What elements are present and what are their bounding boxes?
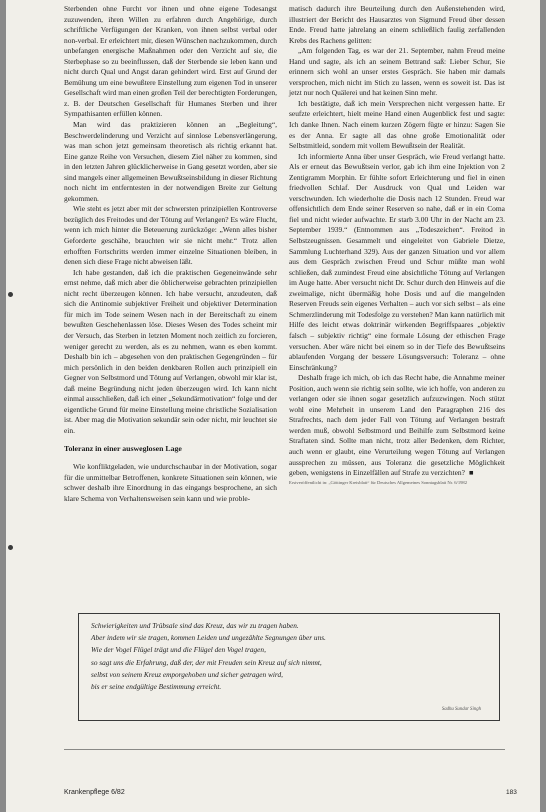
quote-line: Aber indem wir sie tragen, kommen Leiden und ungezählte Segnungen über uns.	[91, 633, 326, 643]
journal-issue: Krankenpflege 6/82	[64, 789, 125, 796]
quote-line: Schwierigkeiten und Trübsale sind das Kreuz, das wir zu tragen haben.	[91, 621, 299, 630]
paragraph: Ich informierte Anna über unser Gespräch, wie Freud verlangt hatte. Als er erneut das Bewußtsein verlor, gab ich ihm eine Injektion von 2 Zentigramm Morphin. Er fühlte sofort Erleichterung und fiel in einen friedvollen Schlaf. Der Ausdruck von Qual und Leiden war verschwunden. Ich wiederholte die Dosis nach 12 Stunden. Freud war offensichtlich dem Ende seiner Reserven so nahe, daß er in ein Coma fiel und nicht wieder aufwachte. Er starb 3.00 Uhr in der Nacht am 23. September 1939.“ (Entnommen aus „Todeszeichen“. Freitod in Selbstzeugnissen. Gesammelt und eingeleitet von Gabriele Dietze, Sammlung Luchterhand 329). Aus der ganzen Situation und vor allem aus dem Gespräch zwischen Freud und Schur müßte man wohl schließen, daß zumindest Freud eine absichtliche Tötung auf Verlangen im Auge hatte. Aber versucht nicht Dr. Schur durch den Hinweis auf die zweimalige, nicht übermäßig hohe Dosis und auf die mangelnden Reserven Freuds sein eigenes Verhalten – auch vor sich selbst – als eine Schmerzlinderung mit Todesfolge zu verstehen? Man kann natürlich mit Hilfe des leicht etwas doktrinär wirkenden Begriffspaares „objektiv falsch – subjektiv richtig“ eine formale Lösung der ethischen Frage versuchen. Aber wäre nicht bei einem so in der Tiefe des Bewußtseins ablaufenden Vorgang der bessere Lösungsversuch: Toleranz – ohne Einschränkung?	[289, 151, 505, 372]
end-mark-icon: ■	[468, 468, 474, 478]
quote-line: bis er seine endgültige Bestimmung erreicht.	[91, 682, 222, 692]
left-column	[64, 4, 277, 504]
quote-line: selbst von seinem Kreuz emporgehoben und sicher getragen wird,	[91, 669, 283, 679]
source-footnote: Erstveröffentlicht in: „Göttinger Kreisblatt“ für Deutsches Allgemeines Sonntagsblatt Nr. 6/1982	[289, 479, 468, 485]
magazine-page	[6, 0, 540, 812]
footer-divider	[64, 749, 505, 750]
quote-text	[91, 620, 326, 693]
paragraph: Ich habe gestanden, daß ich die praktischen Gegeneinwände sehr ernst nehme, daß mich aber die öblicherweise gebrachten prinzipiellen nicht recht überzeugen können. Ich habe versucht, anzudeuten, daß sich die Antinomie subjektiver Freiheit und objektiver Determination für mich im Tode seinem Wesen nach in der Bereitschaft zu einem bewußten Geschehenlassen löse. Dieses Wesen des Todes scheint mir der Versuch, das Sterben in letzten Moment noch zeitlich zu forcieren, weniger gerecht zu werden, als es zu nehmen, wann es eben kommt. Deshalb bin ich – abgesehen von den praktischen Gegengründen – für mich persönlich in den beiden denkbaren Rollen auch prinzipiell ein Gegner von Selbstmord und Tötung auf Verlangen, obwohl mir klar ist, daß meine Begründung nicht jeden überzeugen wird. Ich kann nicht einmal ausschließen, daß ich einer „Sekundärmotivation“ folge und der eigentliche Grund für meine Einstellung meine christliche Sozialisation ist. Aber mag die Motivation sekundär sein oder nicht, mir leuchtet sie ein.	[64, 267, 277, 435]
paragraph: Ich bestätigte, daß ich mein Versprechen nicht vergessen hatte. Er seufzte erleichtert, hielt meine Hand einen Augenblick fest und sagte: Ich danke Ihnen. Nach einem kurzen Zögern fügte er hinzu: Sagen Sie es der Anna. Er sagte all das ohne große Emotionalität oder Selbstmitleid, sondern mit vollem Bewußtsein der Realität.	[289, 98, 505, 151]
page-number: 183	[506, 789, 517, 796]
paragraph: Wie steht es jetzt aber mit der schwersten prinzipiellen Kontroverse bezüglich des Freitodes und der Tötung auf Verlangen? Es wäre Flucht, wenn ich mich hinter die Beteuerung zurückzöge: „Wenn alles bisher Geforderte geschähe, brauchten wir sie nicht mehr.“ Trotz allen erhofften Fortschritts werden immer einzelne Situationen bleiben, in denen sich diese Frage nicht abweisen läßt.	[64, 204, 277, 267]
right-column	[289, 4, 505, 486]
binder-hole	[8, 545, 13, 550]
quote-author: Sadhu Sundar Singh	[441, 707, 481, 712]
quote-box	[78, 613, 500, 721]
paragraph: Man wird das praktizieren können an „Begleitung“, Beschwerdelinderung und Verzicht auf sinnlose Lebensverlängerung, was man schon jetzt gemeinsam theoretisch als richtig erkannt hat. Eine ganze Reihe von Versuchen, diesem Ziel näher zu kommen, sind in den letzten Jahren glücklicherweise in Gang gesetzt worden, aber sie sind mangels einer allgemeinen Bewußtseinsbildung in dieser Richtung noch nicht im entferntesten in der notwendigen Breite zur Geltung gekommen.	[64, 120, 277, 203]
quote-line: so sagt uns die Erfahrung, daß der, der mit Freuden sein Kreuz auf sich nimmt,	[91, 657, 322, 667]
paragraph: Wie konfliktgeladen, wie undurchschaubar in der Motivation, sogar für die unmittelbar Betroffenen, konkrete Situationen sein können, wie schwer deshalb ihre Einordnung in das eingangs besprochene, an sich klare Schema von Verhaltensweisen sein kann und wie proble-	[64, 461, 277, 503]
section-heading: Toleranz in einer ausweglosen Lage	[64, 444, 182, 454]
binder-hole	[8, 292, 13, 297]
paragraph-text: Deshalb frage ich mich, ob ich das Recht habe, die Annahme meiner Position, auch wenn sie richtig sein sollte, wie ich hoffe, von anderen zu verlangen oder sie ihnen sogar gesetzlich aufzuzwingen. Noch stützt wohl eine Mehrheit in unserem Land den Paragraphen 216 des Strafrechts, nach dem jeder Fall von Tötung auf Verlangen bestraft werden muß, obwohl Selbstmord und Beihilfe zum Selbstmord keine Straftaten sind. Sollte man nicht, trotz aller Bedenken, dem Richter, auch wenn er glaubt, eine Verurteilung wegen Tötung auf Verlangen aussprechen zu müssen, aus Toleranz die gesetzliche Möglichkeit geben, wenigstens in Einzelfällen auf Strafe zu verzichten?	[289, 373, 505, 478]
quote-line: Wie der Vogel Flügel trägt und die Flügel den Vogel tragen,	[91, 645, 266, 655]
paragraph: matisch dadurch ihre Beurteilung durch den Außenstehenden wird, illustriert der Bericht des Hausarztes von Sigmund Freud über dessen Ende. Freud hatte jahrelang an einem schließlich faulig zerfallenden Krebs des Rachens gelitten:	[289, 4, 505, 45]
paragraph: „Am folgenden Tag, es war der 21. September, nahm Freud meine Hand und sagte, als ich an seinem Bettrand saß: Lieber Schur, Sie erinnern sich wohl an unser erstes Gespräch. Sie haben mir damals versprochen, mich nicht im Stich zu lassen, wenn es soweit ist. Das ist jetzt nur noch Quälerei und hat keinen Sinn mehr.	[289, 46, 505, 98]
paragraph	[289, 373, 505, 478]
paragraph: Sterbenden ohne Furcht vor ihnen und ohne eigene Todesangst zuzuwenden, ihren Willen zu erfahren durch Angehörige, durch schriftliche Verfügungen der Kranken, von ihnen selbst verbal oder non-verbal. Er erleichtert mir, diesen Wünschen nachzukommen, durch unbefangen energische Maßnahmen oder den Verzicht auf sie, die Sterbephase so zu beeinflussen, daß der Sterbende sie leben kann und nicht durch Qual und Angst daran gehindert wird. Erst auf Grund der Bemühung um eine bewußtere Einstellung zum eigenen Tod in unserer Gesellschaft wird man einen großen Teil der berechtigten Forderungen, z. B. der Deutschen Gesellschaft für Humanes Sterben und ihrer Sympathisanten erfüllen können.	[64, 4, 277, 119]
